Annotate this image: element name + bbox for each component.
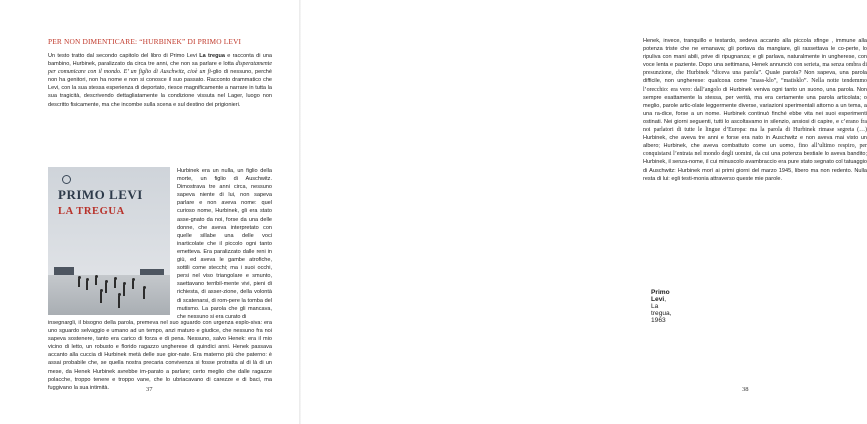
cover-figure [123, 284, 125, 296]
intro-paragraph [48, 52, 272, 109]
citation-rest: , La tregua, 1963 [651, 296, 672, 324]
text-segment-serif: mass-klo”, “matisklo”. Nella notte tendemmo l’orecchio: era vero: dall’angolo [643, 78, 867, 93]
text-segment: Henek, invece, tranquillo e testardo, sedeva accanto alla piccola sfinge , immune alla potenza triste che ne emanava; gli portava da mangiare, gli rassettava le co-perte, lo ripuliva con mani abili, prive di ripugnanza; e gli parlava, naturalmente in ungherese, con voce lenta e paziente. Dopo una settimana, Henek annunciò [643, 38, 867, 69]
cover-ground [48, 275, 170, 315]
cover-title: LA TREGUA [58, 206, 125, 217]
text-segment: Hurbinek, che aveva tre anni e forse era nato in Auschwitz e non aveva mai visto un albero; Hurbinek, che aveva combattuto come un uomo, [643, 135, 867, 150]
cover-figure [100, 291, 102, 303]
text-segment: di Hurbinek veniva ogni tanto un suono, una parola. Non sempre esattamente la stessa, per verità, ma era certamente una parola articolata; o meglio, parole artic-olate leggermente diverse, variazioni sperimentali attorno a un tema, a una ra-dice, forse a un nome. Hurbinek continuò finché ebbe vita nei suoi esperimenti ostinati. Nei giorni seguenti, tutti lo ascoltavamo in silenzio, ansiosi di capire, e [643, 86, 867, 125]
cover-figure [86, 280, 88, 290]
cover-figure [78, 278, 80, 287]
source-citation [651, 289, 672, 324]
page-number-right: 38 [742, 386, 749, 393]
cover-figure [95, 277, 97, 285]
heading-middle: ” DI [182, 37, 198, 46]
text-segment: Quale parola? Non sapeva, una parola difficile, non ungherese: qualcosa come “ [643, 70, 867, 85]
right-page [300, 0, 867, 424]
page-number-left: 37 [146, 386, 153, 393]
heading-author: PRIMO LEVI [197, 37, 242, 46]
book-cover-image [48, 167, 170, 315]
text-segment-serif: c’erano fra noi parlatori di tutte le lingue d’Europa: ma la parola di Hurbinek rimase segreta (…) [643, 118, 867, 134]
intro-text-2: e racconta di una bambino, Hurbinek, paralizzato da circa tre anni, che non sa parlare e lotta [48, 53, 272, 68]
intro-text-1: Un testo tratto dal secondo capitolo del libro di Primo Levi [48, 53, 200, 59]
publisher-logo-icon [62, 175, 71, 184]
heading-prefix: PER NON DIMENTICARE: “ [48, 37, 143, 46]
section-heading [48, 37, 278, 46]
cover-author: PRIMO LEVI [58, 187, 143, 202]
intro-book-title: La tregua [199, 53, 225, 59]
cover-figure [114, 279, 116, 288]
cover-figure [132, 280, 134, 289]
cover-figure [118, 295, 120, 308]
citation-author: Primo Levi [651, 289, 670, 303]
text-segment: una potenza bestiale lo aveva bandito; Hurbinek, il senza-nome, il cui minuscolo avambraccio era pure stato segnato col tatuaggio di Auschwitz: Hurbinek morì ai primi giorni del marzo 1945, libero ma non redento. Nulla resta di lui: egli testi-monia attraverso queste mie parole. [643, 151, 867, 182]
heading-name: HURBINEK [142, 37, 183, 46]
body-paragraph: insegnargli, il bisogno della parola, premeva nel suo sguardo con urgenza esplo-siva: era uno sguardo selvaggio e umano ad un tempo, anzi maturo e giudice, che nessuno fra noi sapeva sostenere, tanto era carico di forza e di pena. Nessuno, salvo Henek: era il mio vicino di letto, un robusto e florido ragazzo ungherese di quindici anni. Henek passava accanto alla cuccia di Hurbinek metà delle sue gior-nate. Era materno più che paterno: è assai probabile che, se quella nostra precaria convivenza si fosse protratta al di là di un mese, da Henek Hurbinek avrebbe im-parato a parlare; certo meglio che dalle ragazze polacche, troppo tenere e troppo vane, che lo ubriacavano di carezze e di baci, ma fuggivano la sua intimità. [48, 320, 272, 391]
text-segment-serif: con serieta, ma senza ombra di presunzione, che Hurbinek “diceva una parola”. [643, 62, 867, 77]
cover-figure [105, 282, 107, 293]
cover-figure [143, 288, 145, 299]
intro-text-3: glio di nessuno, perché non ha genitori, non ha nome e non si conosce il suo passato. Racconto drammatico che Levi, con la sua stessa esperienza di deportato, riesce magnificamente a narrare in tutta la sua tragicità, descrivendo dettagliatamente la condizione vissuta nel Lager, luogo non descritto fisicamente, ma che incombe sulla scena e sul destino dei prigionieri. [48, 69, 272, 108]
wrap-paragraph: Hurbinek era un nulla, un figlio della morte, un figlio di Auschwitz. Dimostrava tre anni circa, nessuno sapeva niente di lui, non sapeva parlare e non aveva nome: quel curioso nome, Hurbinek, gli era stato asse-gnato da noi, forse da una delle donne, che aveva interpretato con quelle sillabe una delle voci inarticolate che il piccolo ogni tanto emetteva. Era paralizzato dalle reni in giù, ed aveva le gambe atrofiche, sottili come stecchi; ma i suoi occhi, persi nel viso triangolare e smunto, saettavano terribil-mente vivi, pieni di richiesta, di asser-zione, della volontà di scatenarsi, di rom-pere la tomba del mutismo. La parola che gli mancava, che nessuno si era curato di [177, 168, 272, 320]
intro-italic: disperatamente per comunicare con il mondo. E’ un figlio di Auschwitz, cioè un fi- [48, 61, 272, 76]
left-page [0, 0, 300, 424]
text-segment-serif: fino all’ultimo respiro, per conquistarsi l’entrata nel mondo degli uomini, da cui [643, 143, 867, 158]
continued-paragraph [643, 37, 867, 183]
